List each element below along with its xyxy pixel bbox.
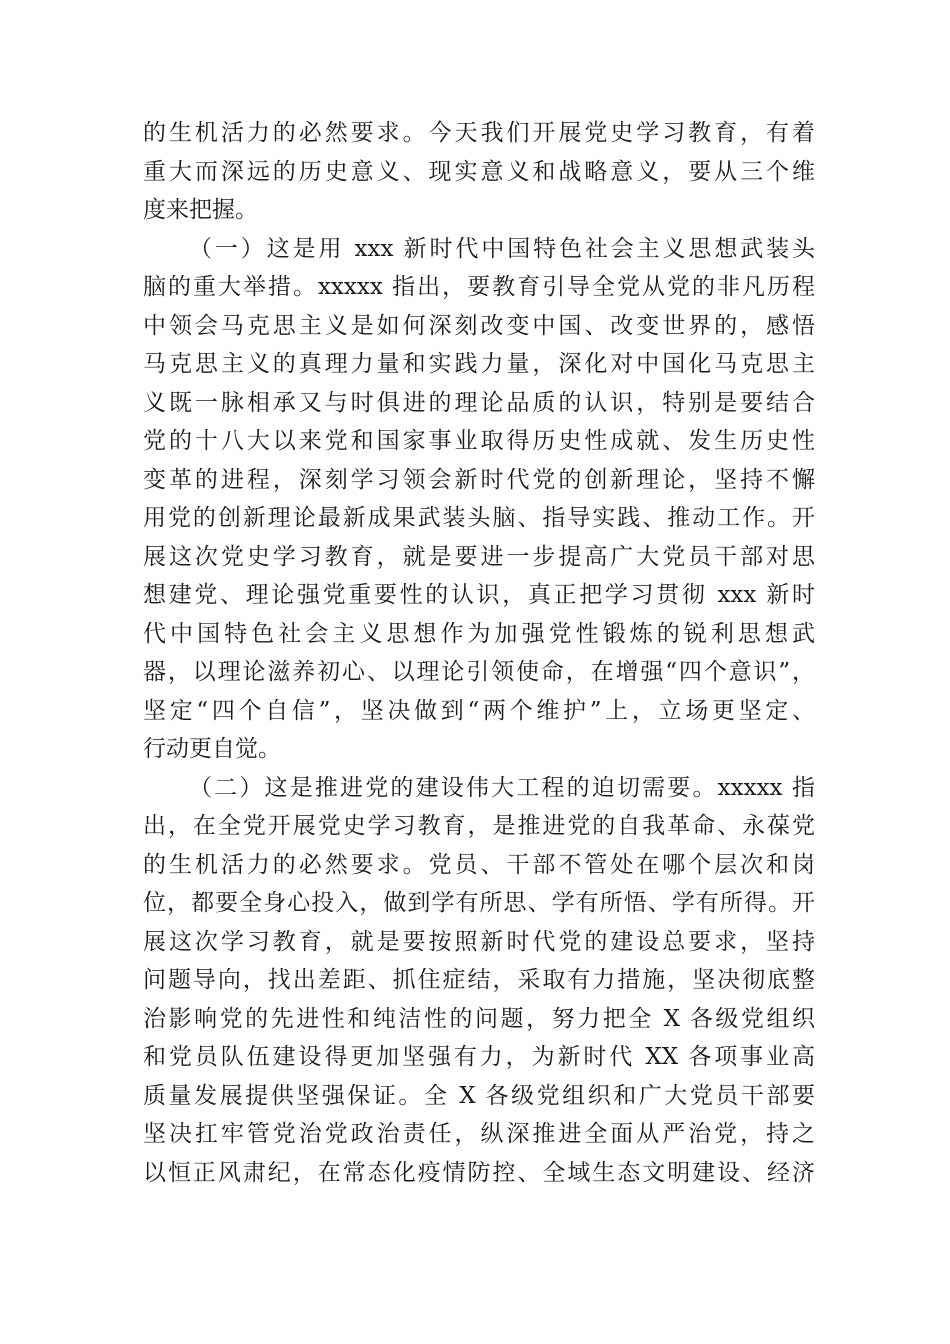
text-line: 重大而深远的历史意义、现实意义和战略意义，要从三个维 xyxy=(143,158,815,185)
text-line: 脑的重大举措。xxxxx 指出，要教育引导全党从党的非凡历程 xyxy=(143,274,815,300)
paragraph-1 xyxy=(143,114,815,230)
paragraph-3 xyxy=(143,769,815,1193)
text-line: 的生机活力的必然要求。党员、干部不管处在哪个层次和岗 xyxy=(143,851,815,878)
text-line: 质量发展提供坚强保证。全 X 各级党组织和广大党员干部要 xyxy=(143,1082,815,1109)
text-line: 位，都要全身心投入，做到学有所思、学有所悟、学有所得。开 xyxy=(143,890,815,916)
text-line: 以恒正风肃纪，在常态化疫情防控、全域生态文明建设、经济 xyxy=(143,1159,815,1186)
text-line: 中领会马克思主义是如何深刻改变中国、改变世界的，感悟 xyxy=(143,312,815,339)
text-line: 问题导向，找出差距、抓住症结，采取有力措施，坚决彻底整 xyxy=(143,967,815,993)
text-line: 展这次学习教育，就是要按照新时代党的建设总要求，坚持 xyxy=(143,928,815,955)
text-line: 和党员队伍建设得更加坚强有力，为新时代 XX 各项事业高 xyxy=(143,1044,815,1070)
text-line: 代中国特色社会主义思想作为加强党性锻炼的锐利思想武 xyxy=(143,620,815,647)
text-line: （一）这是用 xxx 新时代中国特色社会主义思想武装头 xyxy=(189,235,815,262)
text-line: 度来把握。 xyxy=(143,197,258,223)
text-line: 马克思主义的真理力量和实践力量，深化对中国化马克思主 xyxy=(143,351,815,377)
text-line: 治影响党的先进性和纯洁性的问题，努力把全 X 各级党组织 xyxy=(143,1005,815,1032)
text-line: 器，以理论滋养初心、以理论引领使命，在增强“四个意识”， xyxy=(143,659,815,685)
text-line: 行动更自觉。 xyxy=(143,736,281,762)
text-line: 党的十八大以来党和国家事业取得历史性成就、发生历史性 xyxy=(143,428,815,454)
text-line: 坚决扛牢管党治党政治责任，纵深推进全面从严治党，持之 xyxy=(143,1121,815,1147)
text-line: （二）这是推进党的建设伟大工程的迫切需要。xxxxx 指 xyxy=(189,774,815,801)
text-line: 用党的创新理论最新成果武装头脑、指导实践、推动工作。开 xyxy=(143,505,815,531)
text-line: 坚定“四个自信”，坚决做到“两个维护”上，立场更坚定、 xyxy=(143,697,815,724)
text-line: 变革的进程，深刻学习领会新时代党的创新理论，坚持不懈 xyxy=(143,466,815,493)
text-line: 想建党、理论强党重要性的认识，真正把学习贯彻 xxx 新时 xyxy=(143,582,815,608)
text-line: 展这次党史学习教育，就是要进一步提高广大党员干部对思 xyxy=(143,543,815,570)
text-line: 的生机活力的必然要求。今天我们开展党史学习教育，有着 xyxy=(143,120,815,146)
text-line: 出，在全党开展党史学习教育，是推进党的自我革命、永葆党 xyxy=(143,813,815,839)
document-body xyxy=(143,114,815,1192)
paragraph-2 xyxy=(143,230,815,769)
text-line: 义既一脉相承又与时俱进的理论品质的认识，特别是要结合 xyxy=(143,389,815,416)
